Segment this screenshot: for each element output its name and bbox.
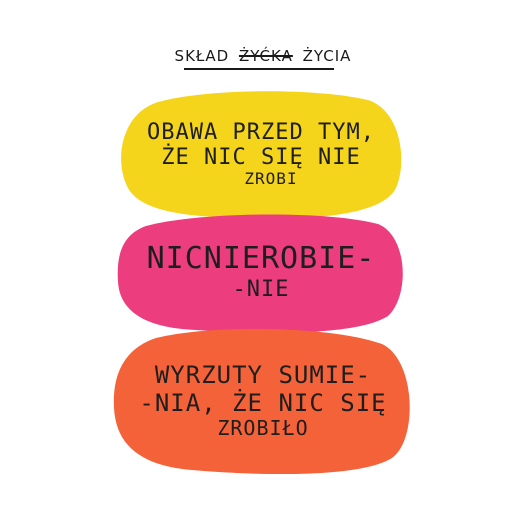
title-word-sklad: SKŁAD	[174, 47, 230, 65]
pill-pink	[116, 212, 406, 332]
title-struck-word: ŻYĆKA	[238, 47, 293, 65]
page-title	[0, 47, 526, 65]
pill-yellow-line-1: OBAWA PRZED TYM,	[147, 119, 375, 145]
pill-orange-line-3: ZROBIŁO	[217, 416, 309, 441]
pill-yellow-line-2: ŻE NIC SIĘ NIE	[161, 144, 361, 170]
pill-orange	[112, 328, 414, 474]
pill-yellow	[118, 90, 404, 218]
pill-orange-line-2: -NIA, ŻE NIC SIĘ	[139, 388, 387, 417]
pill-pink-line-1: NICNIEROBIE-	[146, 241, 376, 277]
title-underline	[184, 68, 334, 70]
pill-pink-line-2: -NIE	[232, 276, 290, 302]
pill-orange-line-1: WYRZUTY SUMIE-	[154, 360, 372, 389]
pill-yellow-line-3: ZROBI	[244, 169, 298, 189]
title-word-zycia: ŻYCIA	[302, 47, 352, 65]
